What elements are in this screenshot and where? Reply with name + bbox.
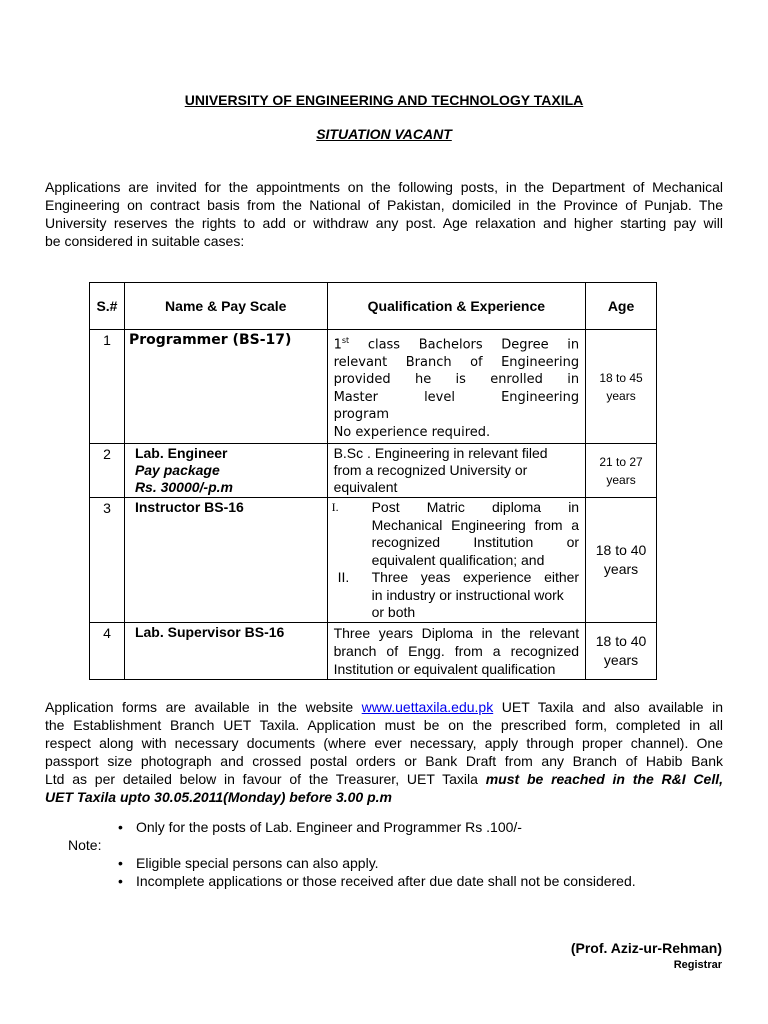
row-sn: 2 [103,446,111,463]
qual-line: Mechanical Engineering from a [371,516,580,533]
deadline-text: must be reached in the R&I Cell, [485,771,723,787]
table-row [90,330,657,444]
header-sn: S.# [90,283,125,330]
qual-line: B.Sc . Engineering in relevant filed [333,445,548,462]
qual-line: provided he is enrolled in [333,372,580,388]
deadline-line: UET Taxila upto 30.05.2011(Monday) before 3.00 p.m [45,789,392,805]
qual-line: relevant Branch of Engineering [333,354,580,370]
post-name: Instructor BS-16 [134,499,244,516]
note-item: • Eligible special persons can also apply. [113,854,733,872]
qual-line: equivalent [333,479,398,496]
age-line: years [603,561,639,578]
post-name: Lab. Supervisor BS-16 [134,623,285,640]
application-line: passport size photograph and crossed postal orders or Bank Draft from any Branch of Habib Bank [45,753,723,769]
signatory-name: (Prof. Aziz-ur-Rehman) [570,940,722,956]
application-line [45,698,723,716]
application-line [45,770,723,788]
row-sn: 4 [103,624,111,641]
note-label: Note: [68,837,102,853]
qual-line: from a recognized University or [333,462,528,479]
posts-table [89,282,657,680]
table-row [90,622,657,679]
qual-line: recognized Institution or [371,534,580,551]
item-marker: I. [331,500,339,515]
qual-line: Master level Engineering [333,389,580,405]
intro-paragraph [45,178,723,250]
age-line: years [606,472,636,487]
pay-label: Pay package [134,462,220,479]
row-sn: 3 [103,500,111,517]
row-sn: 1 [103,332,111,348]
table-row [90,444,657,498]
header-qualification: Qualification & Experience [327,283,586,330]
qual-prefix: 1 [333,337,342,353]
age-line: 18 to 40 [595,632,647,649]
application-paragraph [45,698,723,806]
header-name: Name & Pay Scale [124,283,327,330]
qual-line: No experience required. [333,424,491,440]
intro-line: University reserves the rights to add or withdraw any post. Age relaxation and higher starting pay will [45,215,723,231]
age-line: years [603,651,639,668]
age-line: years [606,388,636,403]
post-name: Lab. Engineer [134,445,228,462]
qual-line: Institution or equivalent qualification [333,660,556,677]
application-line: the Establishment Branch UET Taxila. Application must be on the prescribed form, completed in all [45,717,723,733]
qual-line: or both [371,604,416,621]
age-line: 18 to 40 [595,542,647,559]
application-text: UET Taxila and also available in [493,699,723,715]
signatory-title: Registrar [673,959,722,971]
application-line: respect along with necessary documents (where ever necessary, apply through proper channel). One [45,735,723,751]
item-marker: II. [337,569,350,586]
note-item: • Incomplete applications or those received after due date shall not be considered. [113,872,733,890]
qual-line: in industry or instructional work [371,586,564,603]
qual-line: program [333,407,390,423]
table-row [90,498,657,623]
pay-value: Rs. 30000/-p.m [134,479,233,496]
university-title: UNIVERSITY OF ENGINEERING AND TECHNOLOGY TAXILA [184,92,584,108]
qual-line: equivalent qualification; and [371,551,545,568]
notice-title: SITUATION VACANT [316,126,452,142]
application-text: Application forms are available in the website [45,699,362,715]
website-link[interactable]: www.uettaxila.edu.pk [361,699,494,715]
intro-line: Engineering on contract basis from the National of Pakistan, domiciled in the Province of Punjab. The [45,197,723,213]
fee-note: • Only for the posts of Lab. Engineer and Programmer Rs .100/- [113,818,733,836]
qual-line: branch of Engg. from a recognized [333,642,580,659]
qual-line: Post Matric diploma in [371,499,580,516]
qual-sup: st [341,336,350,345]
intro-line: be considered in suitable cases: [45,233,245,249]
application-text: Ltd as per detailed below in favour of the Treasurer, UET Taxila [45,771,486,787]
age-line: 21 to 27 [599,454,643,469]
qual-line: Three yeas experience either [371,569,580,586]
qual-line: class Bachelors Degree in [367,337,580,353]
post-name: Programmer (BS-17) [128,332,292,348]
intro-line: Applications are invited for the appointments on the following posts, in the Department of Mechanical [45,179,723,195]
age-line: 18 to 45 [599,370,643,385]
qual-line: Three years Diploma in the relevant [333,624,580,641]
header-age: Age [586,283,657,330]
table-header-row [90,283,657,330]
